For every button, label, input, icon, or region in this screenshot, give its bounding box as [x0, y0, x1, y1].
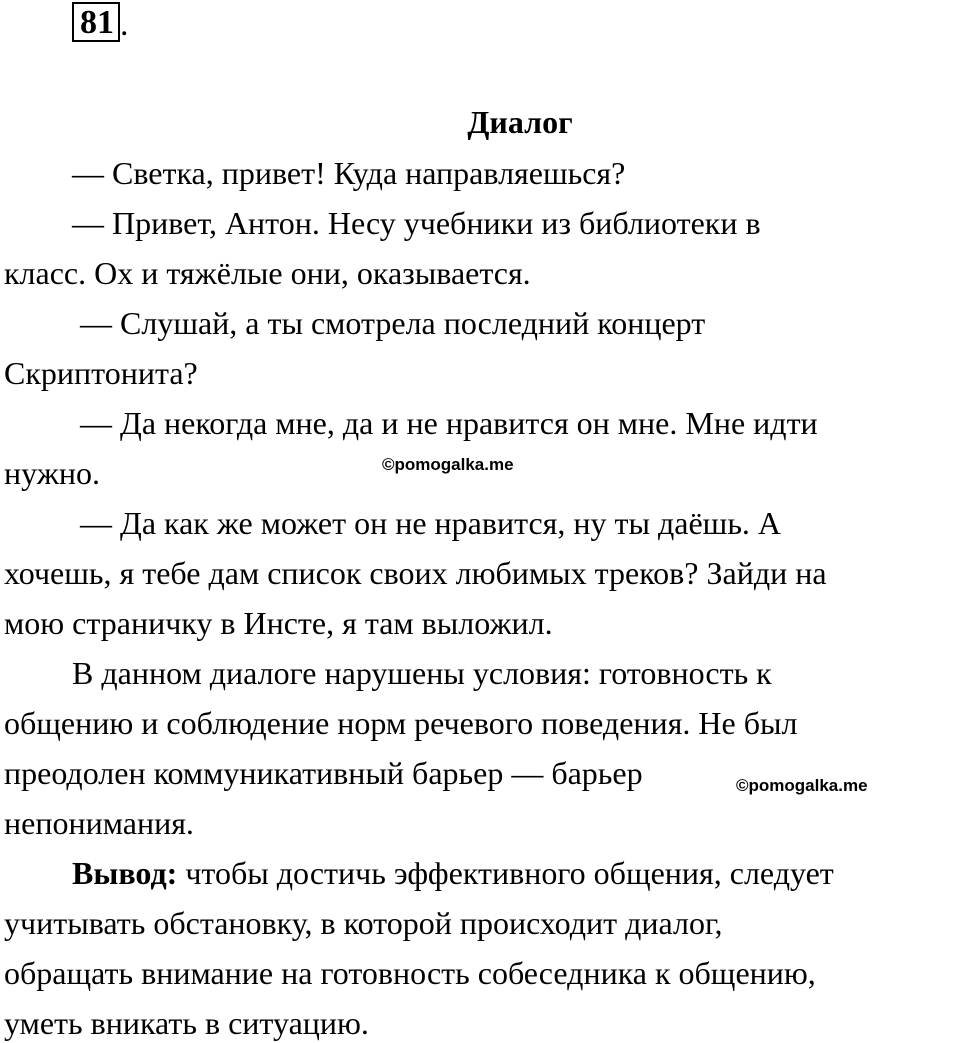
- task-number-box: 81: [72, 2, 120, 42]
- dialog-line-1: — Светка, привет! Куда направляешься?: [72, 155, 626, 191]
- dialog-line-4: — Да некогда мне, да и не нравится он мне. Мне идти: [80, 405, 818, 441]
- analysis-line-2: общению и соблюдение норм речевого поведения. Не был: [4, 705, 798, 741]
- dialog-line-3-cont: Скриптонита?: [4, 355, 198, 391]
- dialog-line-3: — Слушай, а ты смотрела последний концерт: [80, 305, 706, 341]
- dialog-line-5-cont-1: хочешь, я тебе дам список своих любимых треков? Зайди на: [4, 555, 827, 591]
- dialog-line-4-cont: нужно.: [4, 455, 100, 491]
- dialog-line-5: — Да как же может он не нравится, ну ты даёшь. А: [80, 505, 782, 541]
- watermark-2: ©pomogalka.me: [736, 776, 868, 795]
- conclusion-label: Вывод:: [72, 855, 178, 891]
- conclusion-line-3: обращать внимание на готовность собеседника к общению,: [4, 955, 816, 991]
- analysis-line-4: непонимания.: [4, 805, 194, 841]
- conclusion-line-1: [72, 853, 834, 893]
- conclusion-line-4: уметь вникать в ситуацию.: [4, 1005, 369, 1041]
- dialog-line-2-cont: класс. Ох и тяжёлые они, оказывается.: [4, 255, 531, 291]
- task-number: [72, 4, 129, 42]
- conclusion-line-2: учитывать обстановку, в которой происходит диалог,: [4, 905, 723, 941]
- dialog-line-5-cont-2: мою страничку в Инсте, я там выложил.: [4, 605, 553, 641]
- dialog-title: Диалог: [467, 104, 573, 140]
- dialog-line-2: — Привет, Антон. Несу учебники из библиотеки в: [72, 205, 761, 241]
- analysis-line-3: преодолен коммуникативный барьер — барьер: [4, 755, 643, 791]
- task-number-dot: .: [120, 6, 129, 43]
- analysis-line-1: В данном диалоге нарушены условия: готовность к: [72, 655, 772, 691]
- watermark-1: ©pomogalka.me: [382, 455, 514, 474]
- conclusion-text: чтобы достичь эффективного общения, следует: [177, 855, 834, 891]
